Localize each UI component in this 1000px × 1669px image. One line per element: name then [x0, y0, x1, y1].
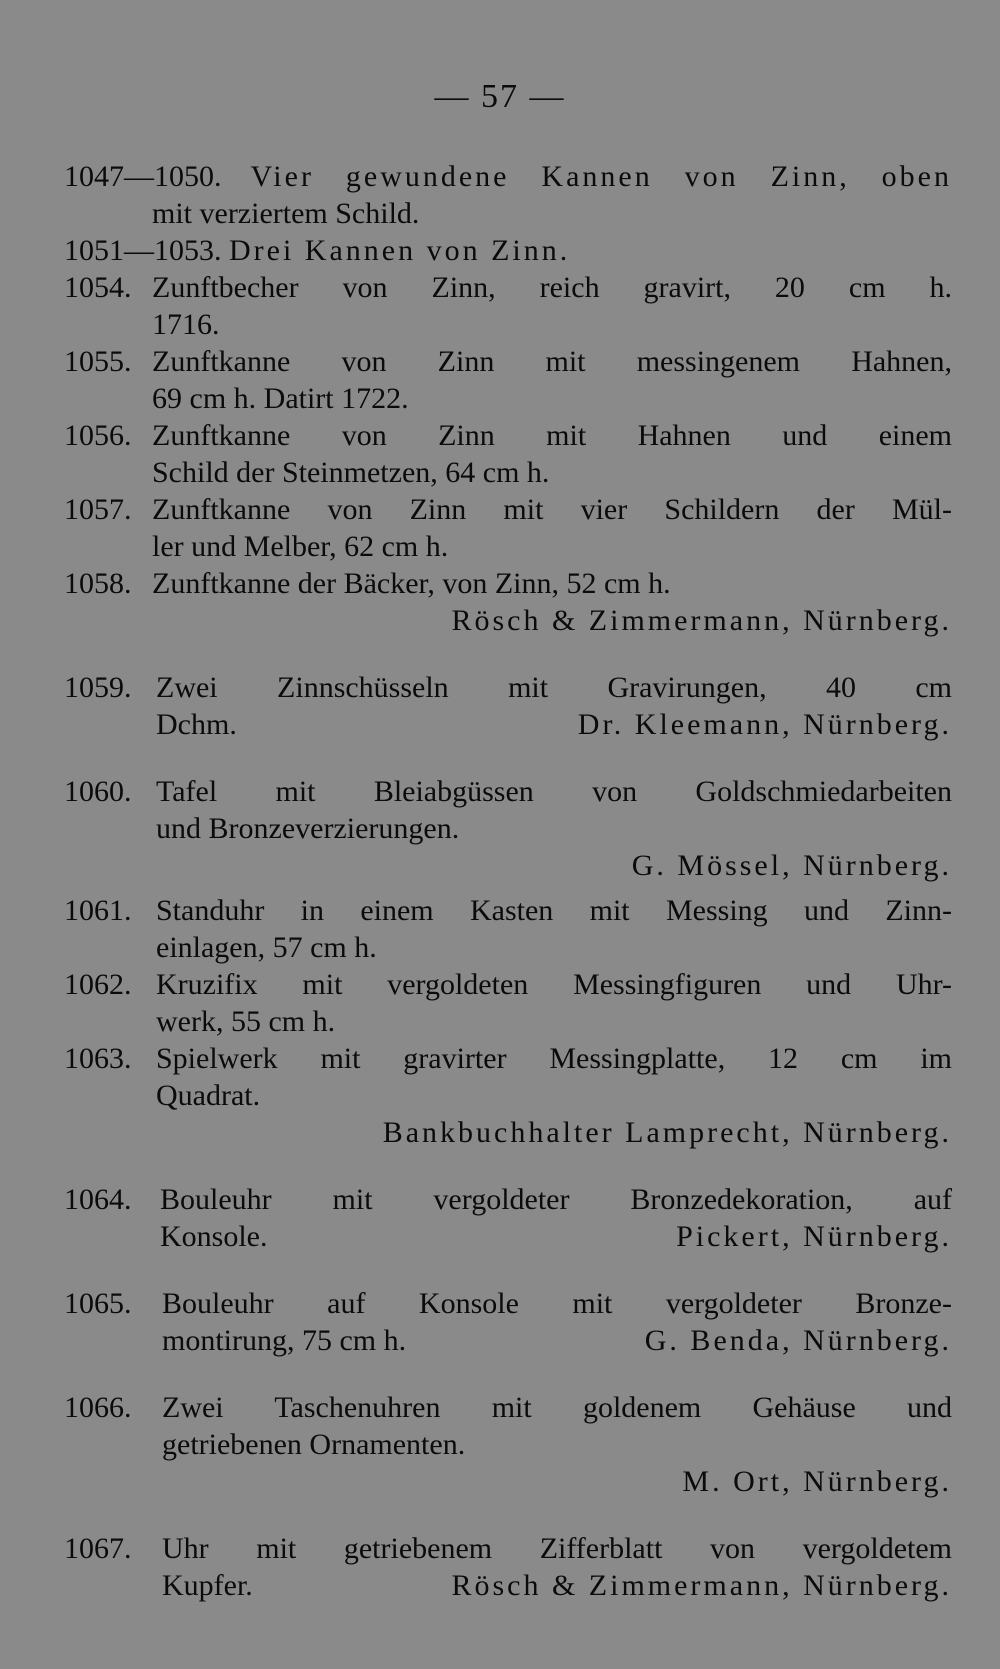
catalog-entry: [64, 1040, 952, 1151]
page-number: — 57 —: [434, 78, 566, 115]
entry-owner: G. Benda, Nürnberg.: [644, 1324, 952, 1357]
entry-owner: Rösch & Zimmermann, Nürnberg.: [451, 604, 952, 637]
entry-owner: Pickert, Nürnberg.: [676, 1220, 952, 1253]
catalog-entry: [64, 966, 952, 1040]
catalog-entry: [64, 892, 952, 966]
entry-number: 1060.: [64, 775, 132, 808]
entry-text: Tafel mit Bleiabgüssen von Goldschmiedarbeiten: [156, 775, 952, 808]
catalog-entry: [64, 417, 952, 491]
catalog-entry: [64, 773, 952, 884]
catalog-entry: [64, 491, 952, 565]
entry-number: 1055.: [64, 345, 132, 378]
entry-continuation-row: [162, 1567, 952, 1604]
entry-first-line: [64, 158, 952, 195]
entry-text: Kruzifix mit vergoldeten Messingfiguren und Uhr-: [156, 968, 952, 1001]
entry-owner: Dr. Kleemann, Nürnberg.: [577, 708, 952, 741]
entry-continuation: Dchm.: [156, 708, 237, 741]
entry-text: Zunftbecher von Zinn, reich gravirt, 20 cm h.: [152, 271, 952, 304]
catalog-entry: [64, 1530, 952, 1604]
entry-text: Drei Kannen von Zinn.: [229, 234, 571, 267]
entry-owner: M. Ort, Nürnberg.: [682, 1465, 952, 1498]
entry-number: 1058.: [64, 567, 132, 600]
entry-continuation: Schild der Steinmetzen, 64 cm h.: [152, 456, 550, 489]
catalog-entry: [64, 232, 952, 269]
entry-number: 1062.: [64, 968, 132, 1001]
entry-text: Bouleuhr auf Konsole mit vergoldeter Bronze-: [162, 1287, 952, 1320]
entry-continuation: und Bronzeverzierungen.: [156, 812, 460, 845]
entry-text: Zunftkanne der Bäcker, von Zinn, 52 cm h.: [152, 567, 671, 600]
catalog-entry: [64, 1389, 952, 1500]
entry-continuation: montirung, 75 cm h.: [162, 1324, 407, 1357]
entry-owner: Bankbuchhalter Lamprecht, Nürnberg.: [382, 1116, 952, 1149]
entry-text: Zwei Zinnschüsseln mit Gravirungen, 40 cm: [156, 671, 952, 704]
entry-owner: G. Mössel, Nürnberg.: [631, 849, 952, 882]
entry-number: 1056.: [64, 419, 132, 452]
entry-text: Zunftkanne von Zinn mit Hahnen und einem: [152, 419, 952, 452]
entry-number: 1063.: [64, 1042, 132, 1075]
entry-first-line: [64, 232, 952, 269]
catalog-entry: [64, 1181, 952, 1255]
entry-continuation: Konsole.: [160, 1220, 268, 1253]
entry-number: 1054.: [64, 271, 132, 304]
entry-text: Bouleuhr mit vergoldeter Bronzedekoration, auf: [160, 1183, 952, 1216]
entry-continuation: getriebenen Ornamenten.: [162, 1428, 466, 1461]
entry-continuation: Kupfer.: [162, 1569, 253, 1602]
entry-number: 1051—1053.: [64, 234, 222, 267]
catalog-entry: [64, 669, 952, 743]
entry-number: 1047—1050.: [64, 160, 222, 193]
entry-text: Uhr mit getriebenem Zifferblatt von vergoldetem: [162, 1532, 952, 1565]
entry-number: 1064.: [64, 1183, 132, 1216]
entry-owner: Rösch & Zimmermann, Nürnberg.: [451, 1569, 952, 1602]
catalog-entry: [64, 565, 952, 639]
entry-continuation: mit verziertem Schild.: [152, 197, 420, 230]
entry-number: 1067.: [64, 1532, 132, 1565]
entry-number: 1065.: [64, 1287, 132, 1320]
entry-continuation: Quadrat.: [156, 1079, 261, 1112]
entry-continuation: 1716.: [152, 308, 220, 341]
entry-continuation-row: [162, 1322, 952, 1359]
entry-continuation: einlagen, 57 cm h.: [156, 931, 377, 964]
catalog-entry: [64, 269, 952, 343]
catalog-entry: [64, 343, 952, 417]
entry-text: Zwei Taschenuhren mit goldenem Gehäuse und: [162, 1391, 952, 1424]
catalog-entries: [64, 158, 952, 1604]
entry-text: Zunftkanne von Zinn mit messingenem Hahnen,: [152, 345, 952, 378]
entry-continuation-row: [156, 706, 952, 743]
entry-continuation: 69 cm h. Datirt 1722.: [152, 382, 409, 415]
entry-number: 1057.: [64, 493, 132, 526]
entry-continuation: werk, 55 cm h.: [156, 1005, 336, 1038]
entry-text: Zunftkanne von Zinn mit vier Schildern der Mül-: [152, 493, 952, 526]
catalog-entry: [64, 158, 952, 232]
entry-number: 1066.: [64, 1391, 132, 1424]
entry-continuation-row: [160, 1218, 952, 1255]
entry-text: Spielwerk mit gravirter Messingplatte, 12 cm im: [156, 1042, 952, 1075]
entry-number: 1059.: [64, 671, 132, 704]
entry-text: Standuhr in einem Kasten mit Messing und Zinn-: [156, 894, 952, 927]
entry-continuation: ler und Melber, 62 cm h.: [152, 530, 449, 563]
entry-text: Vier gewundene Kannen von Zinn, oben: [250, 160, 952, 193]
catalog-entry: [64, 1285, 952, 1359]
entry-number: 1061.: [64, 894, 132, 927]
